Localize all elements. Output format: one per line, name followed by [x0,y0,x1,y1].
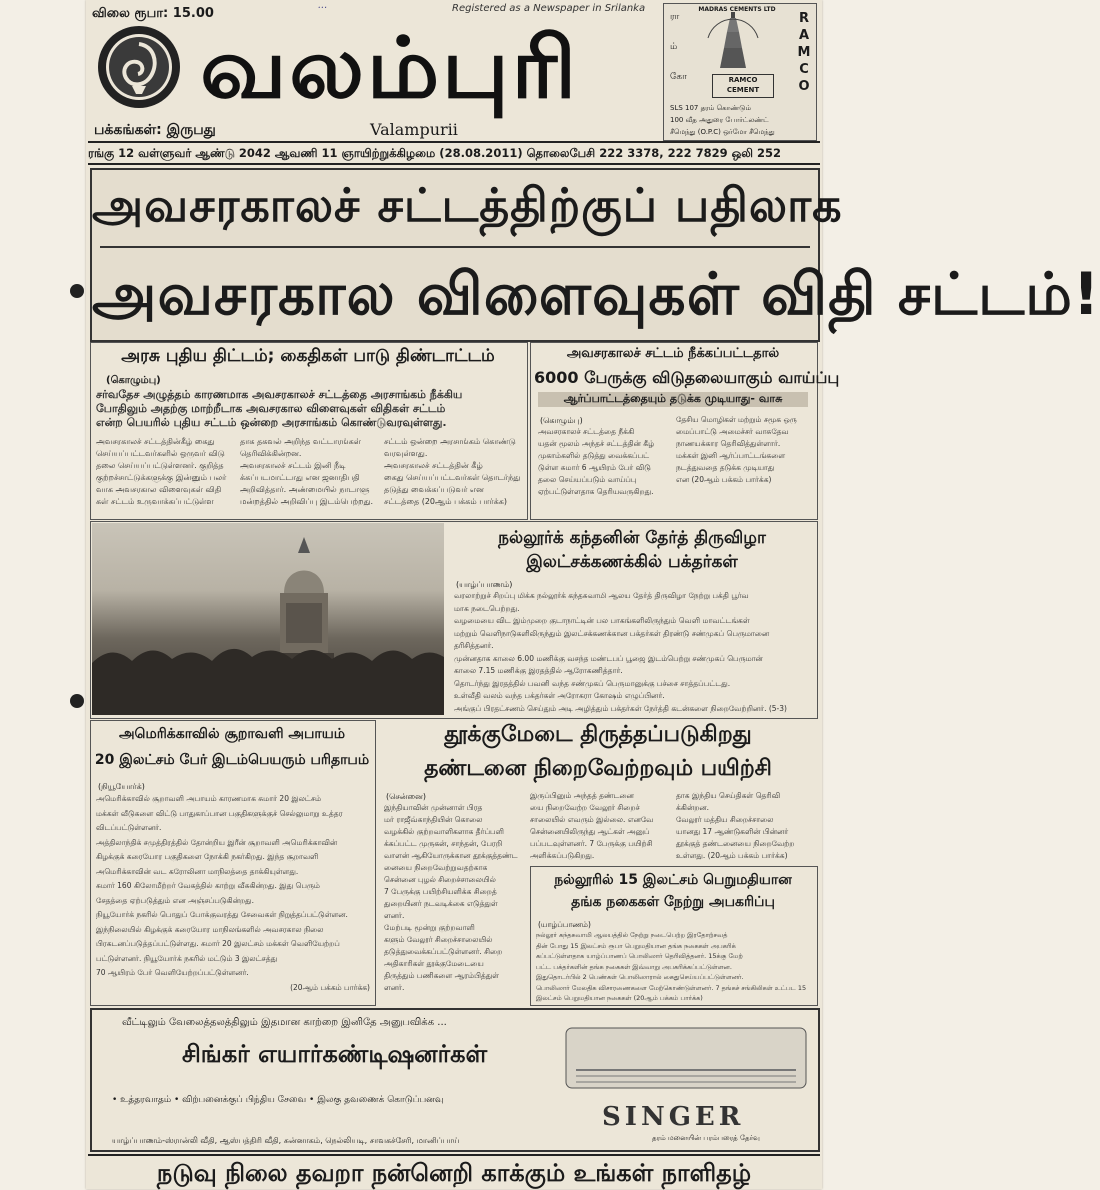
punch-hole-top [70,284,84,298]
text-line: சாலையில் எவரும் இல்லை. எனவே [530,815,654,824]
ad-line: SLS 107 தரம் கொண்டும் [670,104,752,112]
text-line: னையை நிறைவேற்றுவதற்காக [384,863,488,872]
ramco-letter: A [798,28,810,43]
ramco-letter: R [798,11,809,26]
article2-col2 [676,414,812,486]
article4-title-1: அமெரிக்காவில் சூறாவளி அபாயம் [119,726,345,742]
ink-stamp: ... [318,0,328,11]
text-line: பிரகடனப்படுத்தப்பட்டுள்ளது. சுமார் 20 இலட்சம் மக்கள் வெளியேற்றப் [96,939,340,948]
temple-tower-icon [698,8,768,72]
text-line: சட்டத்தை (20ஆம் பக்கம் பார்க்க) [384,497,507,506]
singer-ad [90,1008,820,1152]
article2-dateline: (கொழும்பு) [540,416,583,425]
text-line: தலை செய்யப்படும் வாய்ப்பு [538,475,637,484]
singer-ad-title: சிங்கர் எயார்கண்டிஷனர்கள் [182,1040,488,1068]
text-line: 70 ஆயிரம் பேர் வெளியேற்றப்பட்டுள்ளனர். [96,968,249,977]
text-line: இதுதொடர்பில் 2 பெண்கள் பொலிஸாரால் கைதுசெய்யப்பட்டுள்ளனர். [536,973,744,981]
crowd-silhouette [92,633,444,715]
ad-line: சீமெந்து (O.P.C) ஒர்மோ சீமெந்து [670,128,775,136]
article6-title-1: நல்லூரில் 15 இலட்சம் பெறுமதியான [554,872,792,888]
registration-note: Registered as a Newspaper in Srilanka [452,3,646,14]
text-line: கள் சட்டம் உருவாக்கப்பட்டுள்ள [96,497,214,506]
text-line: தொடர்ந்து இரதத்தில் பவனி வந்த சண்முகப் பெருமானுக்கு பச்சை சாத்தப்பட்டது. [454,678,731,688]
text-line: நல்லூர் கந்தசுவாமி ஆலயத்தில் நேற்று நடைபெற்ற இரதோற்சவத் [536,931,728,939]
text-line: கப்பட்டுள்ளதாக யாழ்ப்பாணப் பொலிஸார் தெரிவித்தனர். 15க்கு மேற் [536,952,743,960]
article3-dateline: (யாழ்ப்பாணம்) [456,580,513,589]
text-line: அமெரிக்காவின் வட கரோலினா மாநிலத்தை தாக்கியுள்ளது. [96,866,299,876]
text-line: வரவுள்ளது. [384,449,428,458]
text-line: அதிகாரிகள் தூக்குமேடையை [384,959,484,968]
text-line: களும் வேலூர் சிறைச்சாலையில் [384,935,493,944]
article3-title-2: இலட்சக்கணக்கில் பக்தர்கள் [526,552,738,572]
singer-tagline: வீட்டிலும் வேலைத்தலத்திலும் இதமான காற்றை இனிதே அனுபவிக்க ... [122,1017,447,1028]
text-line: கைது செய்யப்பட்டவர்கள் தொடர்ந்து [384,473,521,482]
article3-body [454,590,812,715]
text-line: நடத்துவதை தடுக்க முடியாது [676,463,775,472]
text-line: உள்வீதி வலம் வந்த பக்தர்கள் அரோகரா கோஷம் எழுப்பினர். [454,691,665,700]
article3-title-1: நல்லூர்க் கந்தனின் தேர்த் திருவிழா [498,528,766,548]
text-line: வாக அவசரகால விளைவுகள் விதி [96,485,222,494]
text-line: பட்டுள்ளனர். நியூயோர்க் நகரில் மட்டும் 3 இலட்சத்து [96,953,278,963]
singer-address: யாழ்ப்பாணம்-ஸ்ரான்லி வீதி, ஆஸ்பத்திரி வீதி, சுன்னாகம், நெல்லியடி, சாவகச்சேரி, மானிப்பாய் [112,1136,460,1145]
headline-line-2: அவசரகால விளைவுகள் விதி சட்டம்! [92,260,1100,328]
text-line: சுமார் 160 கிலோமீற்றர் வேகத்தில் காற்று வீசுகின்றது. இது பெரும் [96,881,320,890]
text-line: க்கின்றன. [676,803,709,812]
article6-dateline: (யாழ்ப்பாணம்) [538,920,591,929]
article6-title-2: தங்க நகைகள் நேற்று அபகரிப்பு [571,894,775,910]
text-line: மற்றும் வெளிநாடுகளிலிருந்தும் இலட்சக்கணக்கான பக்தர்கள் திரண்டு சண்முகப் பெருமானை [454,628,770,638]
ramco-letter: M [797,45,811,60]
text-line: இருப்பினும் அந்தத் தண்டனை [530,791,634,800]
text-line: அவசரகாலச் சட்டத்தின்கீழ் கைது [96,437,215,446]
article5-col2 [530,790,670,862]
text-line: தூக்குத் தண்டனையை நிறைவேற்ற [676,839,795,848]
article1-col1 [96,436,234,508]
text-line: இந்தியாவின் முன்னாள் பிரத [384,803,483,812]
ad-side-char: ம் [670,42,678,52]
text-line: சேதத்தை ஏற்படுத்தும் என அஞ்சப்படுகின்றது. [96,895,254,905]
text-line: பப்படவுள்ளனர். 7 பேருக்கு பயிற்சி [530,839,653,848]
text-line: அளிக்கப்படுகிறது. [530,851,595,860]
text-line: டுள்ள சுமார் 6 ஆயிரம் பேர் விடு [538,463,651,472]
article2-title: அவசரகாலச் சட்டம் நீக்கப்பட்டதால் [566,346,780,361]
headline-line-1: அவசரகாலச் சட்டத்திற்குப் பதிலாக [92,178,843,232]
article5-title-2: தண்டனை நிறைவேற்றவும் பயிற்சி [424,756,772,781]
article1-col2 [240,436,378,508]
article2-kicker: ஆர்ப்பாட்டத்தையும் தடுக்க முடியாது- வாசு [538,392,808,407]
text-line: சென்னை புழல் சிறைச்சாலையில் [384,875,496,884]
text-line: மன்றத்தில் அறிவிப்பு இடம்பெற்றது. [240,497,374,506]
headline-divider [100,246,810,248]
ramco-letter: O [798,79,810,94]
text-line: ளனர். [384,983,405,992]
text-line: விடப்பட்டுள்ளனர். [96,823,162,832]
singer-logo: SINGER [602,1102,745,1132]
article4-title-2: 20 இலட்சம் பேர் இடம்பெயரும் பரிதாபம் [94,752,370,768]
text-line: என (20ஆம் பக்கம் பார்க்க) [676,475,772,484]
article6-body [536,930,812,1004]
cement-ad [663,3,817,141]
ad-line: 100 வீத அதுரை போர்ட்லண்ட் [670,116,769,124]
text-line: இந்நிலையில் கிழக்குக் கரையோர மாநிலங்களில் அவசரகால நிலை [96,924,324,934]
text-line: வேலூர் மத்திய சிறைச்சாலை [676,815,774,824]
text-line: மாக நடைபெற்றது. [454,603,520,613]
article2-subtitle: 6000 பேருக்கு விடுதலையாகும் வாய்ப்பு [534,368,840,387]
text-line: கிழக்குக் கரையோர பகுதிகளை நோக்கி நகர்கிறது. இந்த சூறாவளி [96,852,319,861]
text-line: தாக இந்திய செய்திகள் தெரிவி [676,791,781,800]
english-title: Valampurii [370,120,458,139]
ad-side-char: கோ [670,72,687,82]
lead-line: போதிலும் அதற்கு மாற்றீடாக அவசரகால விளைவுகள் விதிகள் சட்டம் [96,402,446,415]
text-line: (20ஆம் பக்கம் பார்க்க) [290,982,370,992]
article5-dateline: (சென்னை) [386,792,426,801]
festival-chariot-photo [92,523,444,715]
text-line: நாணயக்கார தெரிவித்துள்ளார். [676,439,781,448]
text-line: உள்ளது. (20ஆம் பக்கம் பார்க்க) [676,851,788,860]
text-line: வழக்கில் குற்றவாளிகளாக தீர்ப்பளி [384,827,504,836]
text-line: வழமையை விட இம்முறை குடாநாட்டின் பல பாகங்களிலிருந்தும் வெளி மாவட்டங்கள் [454,616,750,625]
text-line: வாளன் ஆகியோருக்கான தூக்குத்தண்ட [384,851,518,860]
article5-col3 [676,790,814,862]
singer-features: • உத்தரவாதம் • விற்பனைக்குப் பிந்திய சேவை • இலகு தவணைக் கொடுப்பனவு [112,1095,444,1105]
page-count: பக்கங்கள்: இருபது [94,122,216,138]
article5-col1 [384,802,524,994]
text-line: அவசரகாலச் சட்டம் இனி நீடி [240,461,346,470]
text-line: அவசரகாலச் சட்டத்தை நீக்கி [538,427,635,436]
text-line: மக்கள் இனி ஆர்ப்பாட்டங்களை [676,451,786,460]
ramco-letter: C [799,62,809,77]
text-line: துறையினர் நடவடிக்கை எடுத்துள் [384,899,498,908]
conch-emblem-icon [96,24,182,110]
text-line: அத்திலாந்திக் சமுத்திரத்தில் தோன்றிய இரீன் சூறாவளி அமெரிக்காவின் [96,837,338,847]
text-line: யை நிறைவேற்ற வேலூர் சிறைச் [530,803,640,812]
text-line: சென்னையிலிருந்து ஆட்கள் அனுப் [530,827,650,836]
text-line: பொலிஸார் மேலதிக விசாரணைகளை மேற்கொண்டுள்ளனர். 7 தங்கச் சங்கிலிகள் உட்பட 15 [536,983,807,992]
text-line: சட்டம் ஒன்றை அரசாங்கம் கொண்டு [384,437,516,446]
article1-title: அரசு புதிய திட்டம்; கைதிகள் பாடு திண்டாட்டம் [121,346,495,366]
lead-line: சர்வதேச அழுத்தம் காரணமாக அவசரகாலச் சட்டத்தை அரசாங்கம் நீக்கிய [96,388,463,401]
article1-lead [96,388,522,430]
article1-dateline: (கொழும்பு) [106,375,161,386]
text-line: குற்றச்சாட்டுக்களுக்கு இன்னும் பலர் [96,473,227,482]
newspaper-title: வலம்புரி [200,18,579,117]
article4-dateline: (நியூயோர்க்) [98,782,145,791]
text-line: க்கப்பட்ட முருகன், சாந்தன், பேரறி [384,839,503,848]
madras-cements-label: MADRAS CEMENTS LTD [698,6,776,13]
text-line: க்கப்படமாட்டாது என ஜனாதிபதி [240,473,360,482]
text-line: ஏற்பட்டுள்ளதாக தெரியவருகிறது. [538,487,654,496]
air-conditioner-icon [562,1018,810,1102]
text-line: 7 பேருக்கு பயிற்சியளிக்க சிறைத் [384,887,497,896]
text-line: முகாம்களில் தடுத்து வைக்கப்பட் [538,451,650,460]
text-line: யதன் மூலம் அந்தச் சட்டத்தின் கீழ் [538,439,655,448]
main-headline-box [90,168,1100,342]
text-line: தாக தகவல் அறிந்த வட்டாரங்கள் [240,437,361,446]
singer-brand-sub: தரம் மனையின் பரம்பரைத் தேர்வு [652,1134,760,1142]
text-line: செய்யப்பட்டவர்களில் ஒருவர் விடு [96,449,225,458]
text-line: அறிவித்தார். அண்மையில் நாடாளு [240,485,370,494]
text-line: தரிசித்தனர். [454,641,494,650]
article1-col3 [384,436,522,508]
text-line: இலட்சம் பெறுமதியான நகைகள் (20ஆம் பக்கம் பார்க்க) [536,994,703,1002]
text-line: யானது 17 ஆண்டுகளின் பின்னர் [676,827,789,836]
text-line: காலை 7.15 மணிக்கு இரதத்தில் ஆரோகணித்தார். [454,666,623,675]
text-line: தடுத்துவைக்கப்பட்டுள்ளனர். சிறை [384,947,503,956]
text-line: முன்னதாக காலை 6.00 மணிக்கு வசந்த மண்டபப் பூஜை இடம்பெற்று சண்முகப் பெருமான் [454,653,763,663]
text-line: மேற்படி மூன்று குற்றவாளி [384,923,475,932]
text-line: தலை செய்யப்பட்டுள்ளனர். குறித்த [96,461,224,470]
ramco-cement-logo: RAMCO CEMENT [712,74,774,98]
article5-title-1: தூக்குமேடை திருத்தப்படுகிறது [444,722,752,747]
text-line: வரலாற்றுச் சிறப்பு மிக்க நல்லூர்க் கந்தசுவாமி ஆலய தேர்த் திருவிழா நேற்று பக்தி பூர்வ [454,591,749,600]
text-line: திருத்தும் பணிகளை ஆரம்பித்துள் [384,971,500,980]
footer-slogan: நடுவு நிலை தவறா நன்னெறி காக்கும் உங்கள் நாளிதழ் [88,1154,820,1190]
text-line: நியூயோர்க் நகரில் பொதுப் போக்குவரத்து சேவைகள் நிறுத்தப்பட்டுள்ளன. [96,910,348,919]
text-line: தின் போது 15 இலட்சம் ரூபா பெறுமதியான தங்க நகைகள் அபகரிக் [536,941,736,950]
text-line: அமெரிக்காவில் சூறாவளி அபாயம் காரணமாக சுமார் 20 இலட்சம் [96,794,322,803]
article2-col1 [538,426,672,498]
text-line: தேசிய மொழிகள் மற்றும் சமூக ஒரு [676,415,797,424]
text-line: ளனர். [384,911,405,920]
dateline-bar: ரங்கு 12 வள்ளுவர் ஆண்டு 2042 ஆவணி 11 ஞாயிற்றுக்கிழமை (28.08.2011) தொலைபேசி 222 3378, 222 7829 ஒலி 252 [88,141,820,165]
text-line: பட்ட பக்தர்களின் தங்க நகைகள் இவ்வாறு அபகரிக்கப்பட்டுள்ளன. [536,962,732,971]
text-line: அவசரகாலச் சட்டத்தின் கீழ் [384,461,483,470]
ad-side-char: ரா [670,12,680,22]
article4-body [96,792,370,995]
ramco-vertical-letters [796,10,812,95]
text-line: மக்கள் வீடுகளை விட்டு பாதுகாப்பான பகுதிகளுக்குச் செல்லுமாறு உத்தர [96,808,343,818]
text-line: தடுத்து வைக்கப்படுவர் என [384,485,484,494]
text-line: மர் ராஜீவ்காந்தியின் கொலை [384,815,483,824]
text-line: தெரிவிக்கின்றன. [240,449,302,458]
lead-line: என்ற பெயரில் புதிய சட்டம் ஒன்றை அரசாங்கம் கொண்டுவரவுள்ளது. [96,416,447,429]
text-line: மைப்பாட்டு அமைச்சர் வாசுதேவ [676,427,789,436]
punch-hole-bottom [70,694,84,708]
text-line: அங்குப் பிரதட்சணம் செய்தும் அடி அழித்தும் பக்தர்கள் நேர்த்தி கடன்களை நிறைவேற்றினர். (5-3) [454,703,787,713]
price-label: விலை ரூபா: 15.00 [92,6,214,21]
